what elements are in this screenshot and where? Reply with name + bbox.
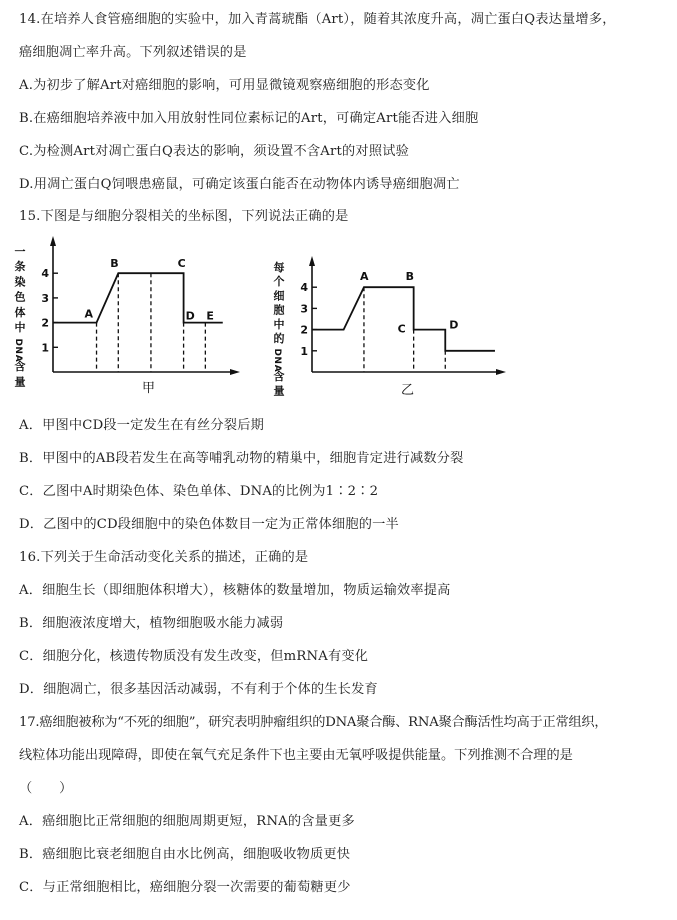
y-axis-label-char: 条 bbox=[14, 260, 26, 274]
point-label-a: A bbox=[359, 270, 369, 284]
y-axis-label-char: 一 bbox=[14, 245, 26, 258]
y-axis-label-char: 中 bbox=[273, 317, 285, 331]
q16-option-b: B．细胞液浓度增大，植物细胞吸水能力减弱 bbox=[19, 616, 284, 631]
chart-yi-ylabel bbox=[272, 260, 285, 397]
y-tick-label: 4 bbox=[300, 281, 308, 295]
y-axis-label-char: 色 bbox=[14, 290, 26, 304]
point-label-b: B bbox=[110, 257, 119, 271]
point-label-a: A bbox=[84, 307, 94, 321]
q14-stem-line1: 14.在培养人食管癌细胞的实验中，加入青蒿琥酯（Art），随着其浓度升高，凋亡蛋白Q表达量增多， bbox=[19, 12, 616, 27]
y-tick-label: 4 bbox=[41, 267, 49, 281]
chart-yi-y-arrow bbox=[309, 256, 315, 266]
q17-stem-line1: 17.癌细胞被称为“不死的细胞”，研究表明肿瘤组织的DNA聚合酶、RNA聚合酶活性均高于正常组织， bbox=[19, 715, 608, 730]
y-axis-label-char: 个 bbox=[273, 275, 285, 289]
q14-option-b: B.在癌细胞培养液中加入用放射性同位素标记的Art，可确定Art能否进入细胞 bbox=[19, 111, 479, 126]
chart-yi-point-labels bbox=[360, 270, 458, 335]
chart-jia bbox=[13, 236, 240, 396]
point-label-b: B bbox=[405, 270, 415, 284]
q17-stem-line2: 线粒体功能出现障碍，即使在氧气充足条件下也主要由无氧呼吸提供能量。下列推测不合理的是 bbox=[19, 748, 573, 763]
y-axis-label-char: D bbox=[272, 348, 282, 356]
y-axis-label-char: 体 bbox=[14, 305, 26, 319]
y-tick-label: 2 bbox=[300, 323, 308, 337]
q14-option-c: C.为检测Art对凋亡蛋白Q表达的影响，须设置不含Art的对照试验 bbox=[19, 144, 409, 159]
y-axis-label-char: N bbox=[272, 356, 282, 364]
cell-division-charts bbox=[0, 230, 677, 405]
y-axis-label-char: 胞 bbox=[273, 303, 285, 317]
y-axis-label-char: 量 bbox=[14, 375, 26, 389]
y-axis-label-char: 每 bbox=[273, 261, 285, 274]
y-tick-label: 1 bbox=[300, 344, 308, 358]
chart-yi bbox=[272, 256, 506, 398]
y-axis-label-char: A bbox=[13, 354, 23, 362]
chart-jia-ylabel bbox=[13, 245, 26, 388]
q14-option-d: D.用凋亡蛋白Q饲喂患癌鼠，可确定该蛋白能否在动物体内诱导癌细胞凋亡 bbox=[19, 177, 460, 192]
q15-stem: 15.下图是与细胞分裂相关的坐标图，下列说法正确的是 bbox=[19, 209, 349, 224]
y-axis-label-char: N bbox=[13, 346, 23, 354]
y-axis-label-char: 含 bbox=[273, 370, 285, 384]
q16-option-a: A．细胞生长（即细胞体积增大），核糖体的数量增加，物质运输效率提高 bbox=[19, 583, 451, 598]
q15-option-c: C．乙图中A时期染色体、染色单体、DNA的比例为1∶2∶2 bbox=[19, 484, 379, 499]
y-axis-label-char: 的 bbox=[273, 332, 285, 345]
y-axis-label-char: 含 bbox=[14, 360, 26, 374]
chart-jia-y-arrow bbox=[50, 236, 56, 246]
y-tick-label: 3 bbox=[41, 291, 49, 305]
point-label-d: D bbox=[449, 318, 459, 332]
y-tick-label: 2 bbox=[41, 316, 49, 330]
y-axis-label-char: D bbox=[13, 338, 23, 346]
point-label-e: E bbox=[206, 309, 214, 323]
point-label-c: C bbox=[177, 257, 186, 271]
chart-jia-ticks bbox=[41, 267, 58, 354]
chart-yi-ticks bbox=[300, 281, 317, 358]
q15-option-a: A．甲图中CD段一定发生在有丝分裂后期 bbox=[19, 418, 264, 433]
y-axis-label-char: 染 bbox=[14, 275, 26, 289]
q17-option-b: B．癌细胞比衰老细胞自由水比例高，细胞吸收物质更快 bbox=[19, 847, 351, 862]
q17-option-a: A．癌细胞比正常细胞的细胞周期更短，RNA的含量更多 bbox=[19, 814, 355, 829]
q17-option-c: C．与正常细胞相比，癌细胞分裂一次需要的葡萄糖更少 bbox=[19, 880, 351, 895]
q16-option-d: D．细胞凋亡，很多基因活动减弱，不有利于个体的生长发育 bbox=[19, 682, 378, 697]
y-tick-label: 1 bbox=[41, 341, 49, 355]
chart-jia-curve bbox=[53, 273, 223, 322]
chart-jia-x-arrow bbox=[230, 369, 240, 375]
q17-answer-blank: （ ） bbox=[19, 781, 73, 796]
chart-yi-title: 乙 bbox=[401, 383, 415, 398]
q14-stem-line2: 癌细胞凋亡率升高。下列叙述错误的是 bbox=[19, 45, 247, 60]
q16-stem: 16.下列关于生命活动变化关系的描述，正确的是 bbox=[19, 550, 309, 565]
y-axis-label-char: 量 bbox=[273, 384, 285, 398]
y-tick-label: 3 bbox=[300, 302, 308, 316]
point-label-c: C bbox=[397, 322, 406, 336]
point-label-d: D bbox=[185, 309, 195, 323]
chart-jia-point-labels bbox=[85, 257, 214, 322]
q14-option-a: A.为初步了解Art对癌细胞的影响，可用显微镜观察癌细胞的形态变化 bbox=[19, 78, 430, 93]
q16-option-c: C．细胞分化，核遗传物质没有发生改变，但mRNA有变化 bbox=[19, 649, 369, 664]
y-axis-label-char: A bbox=[272, 364, 282, 372]
chart-yi-x-arrow bbox=[496, 369, 506, 375]
chart-jia-title: 甲 bbox=[142, 381, 156, 396]
y-axis-label-char: 中 bbox=[14, 321, 26, 334]
q15-option-d: D．乙图中的CD段细胞中的染色体数目一定为正常体细胞的一半 bbox=[19, 517, 399, 532]
q15-figure bbox=[0, 230, 677, 405]
q15-option-b: B．甲图中的AB段若发生在高等哺乳动物的精巢中，细胞肯定进行减数分裂 bbox=[19, 451, 464, 466]
chart-yi-curve bbox=[312, 287, 495, 351]
y-axis-label-char: 细 bbox=[273, 289, 285, 303]
